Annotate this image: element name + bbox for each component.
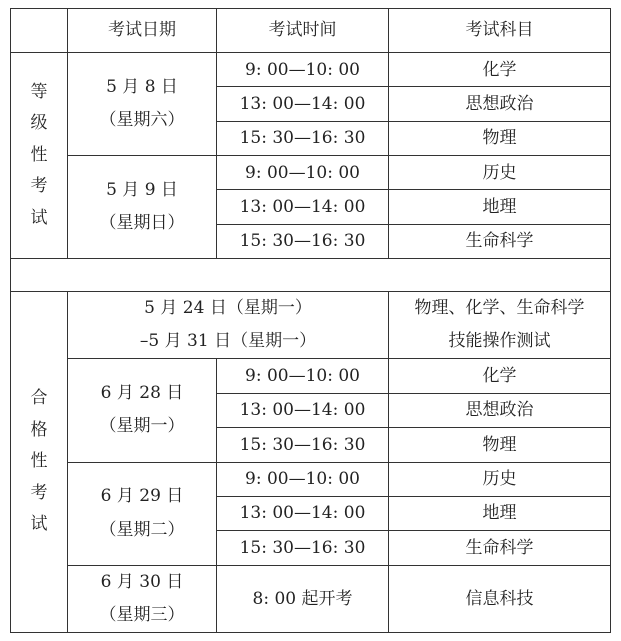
exam-date-cell: 6 月 30 日 （星期三）	[68, 565, 217, 632]
exam-subject: 历史	[389, 462, 611, 496]
table-row	[11, 53, 611, 87]
table-row	[11, 359, 611, 393]
exam-time: 13: 00—14: 00	[217, 393, 389, 427]
header-subject: 考试科目	[389, 9, 611, 53]
exam-time: 15: 30—16: 30	[217, 531, 389, 565]
exam-time: 15: 30—16: 30	[217, 121, 389, 155]
exam-subject: 思想政治	[389, 87, 611, 121]
separator-cell	[11, 259, 611, 292]
exam-time: 15: 30—16: 30	[217, 224, 389, 258]
exam-subject: 地理	[389, 190, 611, 224]
exam-subject: 地理	[389, 496, 611, 530]
exam-subject: 信息科技	[389, 565, 611, 632]
exam-time: 13: 00—14: 00	[217, 87, 389, 121]
skills-date-cell: 5 月 24 日（星期一） –5 月 31 日（星期一）	[68, 292, 389, 359]
exam-time: 13: 00—14: 00	[217, 190, 389, 224]
exam-time: 9: 00—10: 00	[217, 359, 389, 393]
header-date: 考试日期	[68, 9, 217, 53]
exam-time: 13: 00—14: 00	[217, 496, 389, 530]
header-row	[11, 9, 611, 53]
exam-date-cell: 5 月 8 日 （星期六）	[68, 53, 217, 156]
exam-subject: 物理	[389, 121, 611, 155]
exam-time: 9: 00—10: 00	[217, 53, 389, 87]
corner-cell	[11, 9, 68, 53]
exam-subject: 物理	[389, 428, 611, 462]
exam-date-cell: 6 月 29 日 （星期二）	[68, 462, 217, 565]
skills-subject-cell: 物理、化学、生命科学 技能操作测试	[389, 292, 611, 359]
exam-subject: 历史	[389, 156, 611, 190]
separator-row	[11, 259, 611, 292]
level-exam-label: 等 级 性 考 试	[11, 53, 68, 259]
table-row	[11, 292, 611, 359]
pass-exam-label: 合 格 性 考 试	[11, 292, 68, 633]
exam-time: 9: 00—10: 00	[217, 156, 389, 190]
exam-subject: 生命科学	[389, 531, 611, 565]
exam-time: 9: 00—10: 00	[217, 462, 389, 496]
table-row	[11, 565, 611, 632]
exam-time: 15: 30—16: 30	[217, 428, 389, 462]
exam-date-cell: 6 月 28 日 （星期一）	[68, 359, 217, 462]
exam-subject: 思想政治	[389, 393, 611, 427]
exam-date-cell: 5 月 9 日 （星期日）	[68, 156, 217, 259]
exam-schedule-table	[10, 8, 611, 633]
exam-subject: 化学	[389, 359, 611, 393]
exam-subject: 化学	[389, 53, 611, 87]
table-row	[11, 156, 611, 190]
table-row	[11, 462, 611, 496]
header-time: 考试时间	[217, 9, 389, 53]
exam-subject: 生命科学	[389, 224, 611, 258]
exam-time: 8: 00 起开考	[217, 565, 389, 632]
